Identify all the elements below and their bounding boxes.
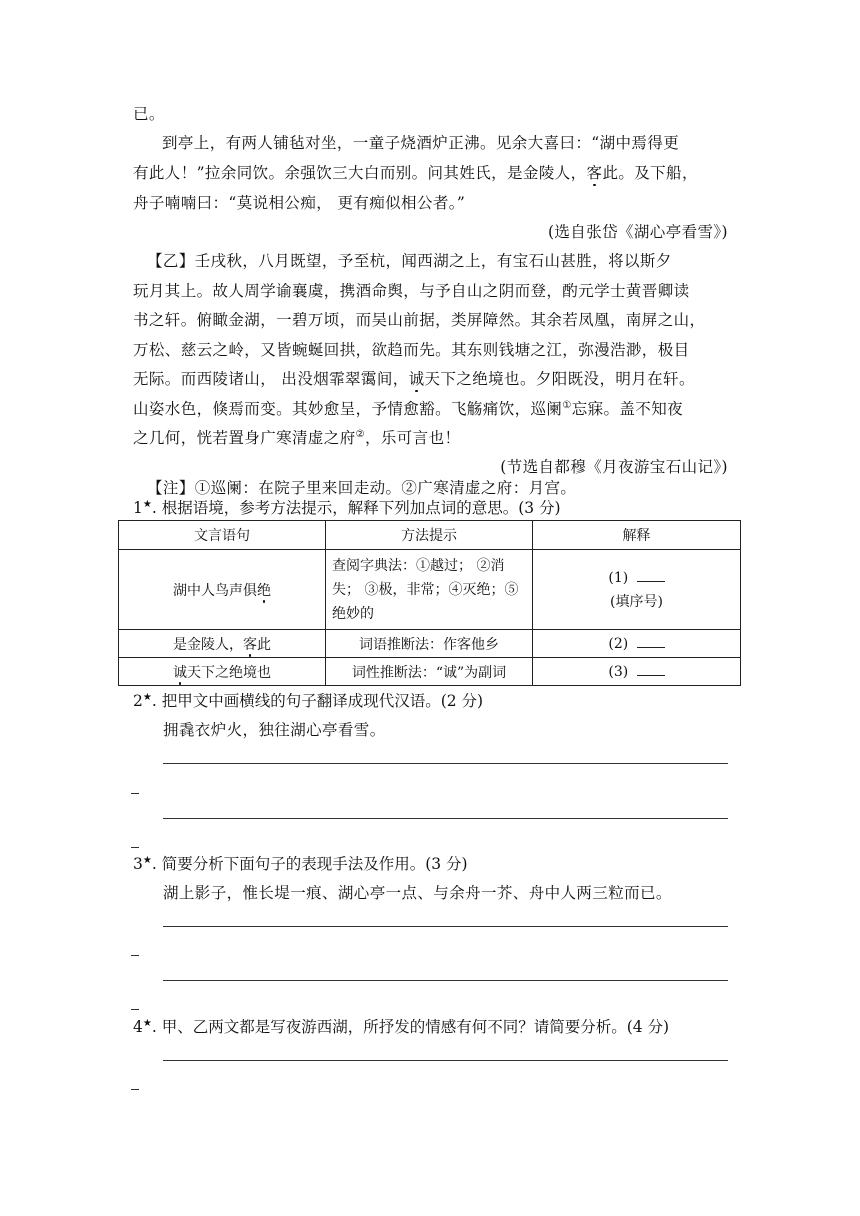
answer-line-tail <box>131 793 139 794</box>
source-citation: (节选自都穆《月夜游宝石山记》) <box>500 458 728 476</box>
passage-line: 舟子喃喃曰：“莫说相公痴， 更有痴似相公者。” <box>133 194 466 212</box>
passage-line: 到亭上，有两人铺毡对坐，一童子烧酒炉正沸。见余大喜曰：“湖中焉得更 <box>162 134 680 152</box>
emphasis-dot-char: 客 <box>586 164 603 182</box>
hint-cell: 查阅字典法：①越过； ②消失； ③极，非常；④灭绝；⑤绝妙的 <box>326 550 533 630</box>
table-header-row <box>119 521 741 550</box>
answer-line[interactable] <box>163 926 728 927</box>
passage-line: 已。 <box>133 105 165 123</box>
question-sentence: 湖上影子，惟长堤一痕、湖心亭一点、与余舟一芥、舟中人两三粒而已。 <box>163 884 672 902</box>
answer-cell[interactable]: (3) <box>533 658 741 686</box>
table-row <box>119 658 741 686</box>
footnote-marker: ② <box>355 428 365 440</box>
star-icon: ★ <box>142 498 152 510</box>
emphasis-dot-char: 诚 <box>408 370 425 388</box>
sentence-cell: 诚天下之绝境也 <box>119 658 326 686</box>
star-icon: ★ <box>142 854 152 866</box>
table-row <box>119 630 741 658</box>
sentence-cell: 湖中人鸟声俱绝 <box>119 550 326 630</box>
answer-line[interactable] <box>163 980 728 981</box>
question-1-table <box>118 520 741 686</box>
answer-line-tail <box>131 1089 139 1090</box>
answer-blank <box>637 569 665 582</box>
answer-line-tail <box>131 1009 139 1010</box>
passage-line: 万松、慈云之岭，又皆蜿蜒回拱，欲趋而先。其东则钱塘之江，弥漫浩渺，极目 <box>133 341 690 359</box>
question-2: 2★. 把甲文中画横线的句子翻译成现代汉语。(2 分) <box>133 691 484 710</box>
question-4: 4★. 甲、乙两文都是写夜游西湖，所抒发的情感有何不同？请简要分析。(4 分) <box>133 1017 670 1036</box>
answer-line-tail <box>131 955 139 956</box>
passage-line: 【乙】壬戌秋，八月既望，予至杭，闻西湖之上，有宝石山甚胜，将以斯夕 <box>147 252 672 270</box>
answer-line[interactable] <box>163 1060 728 1061</box>
question-3: 3★. 简要分析下面句子的表现手法及作用。(3 分) <box>133 854 468 873</box>
passage-line: 有此人！”拉余同饮。余强饮三大白而别。问其姓氏，是金陵人，客此。及下船， <box>133 164 698 182</box>
column-header: 方法提示 <box>326 521 533 550</box>
sentence-cell: 是金陵人，客此 <box>119 630 326 658</box>
column-header: 文言语句 <box>119 521 326 550</box>
column-header: 解释 <box>533 521 741 550</box>
footnote: 【注】①巡阑：在院子里来回走动。②广寒清虚之府：月宫。 <box>147 479 577 497</box>
passage-line: 之几何，恍若置身广寒清虚之府②，乐可言也！ <box>133 428 461 447</box>
question-sentence: 拥毳衣炉火，独往湖心亭看雪。 <box>163 721 386 739</box>
hint-cell: 词语推断法：作客他乡 <box>326 630 533 658</box>
passage-line: 山姿水色，倏焉而变。其妙愈呈，予情愈豁。飞觞痛饮，巡阑①忘寐。盖不知夜 <box>133 399 683 418</box>
table-row <box>119 550 741 630</box>
star-icon: ★ <box>142 1017 152 1029</box>
answer-blank <box>637 635 665 648</box>
answer-line[interactable] <box>163 818 728 819</box>
answer-cell[interactable]: (2) <box>533 630 741 658</box>
source-citation: (选自张岱《湖心亭看雪》) <box>547 223 728 241</box>
footnote-marker: ① <box>562 399 572 411</box>
passage-line: 无际。而西陵诸山， 出没烟霏翠霭间，诚天下之绝境也。夕阳既没，明月在轩。 <box>133 370 695 388</box>
star-icon: ★ <box>142 691 152 703</box>
answer-cell[interactable]: (1) (填序号) <box>533 550 741 630</box>
passage-line: 书之轩。俯瞰金湖，一碧万顷，而吴山前据，类屏障然。其余若凤凰，南屏之山， <box>133 311 706 329</box>
answer-line-tail <box>131 847 139 848</box>
question-1: 1★. 根据语境，参考方法提示，解释下列加点词的意思。(3 分) <box>133 498 561 517</box>
answer-blank <box>637 663 665 676</box>
hint-cell: 词性推断法：“诚”为副词 <box>326 658 533 686</box>
passage-line: 玩月其上。故人周学谕襄虞，携酒命舆，与予自山之阴而登，酌元学士黄晋卿读 <box>133 282 690 300</box>
answer-line[interactable] <box>163 763 728 764</box>
